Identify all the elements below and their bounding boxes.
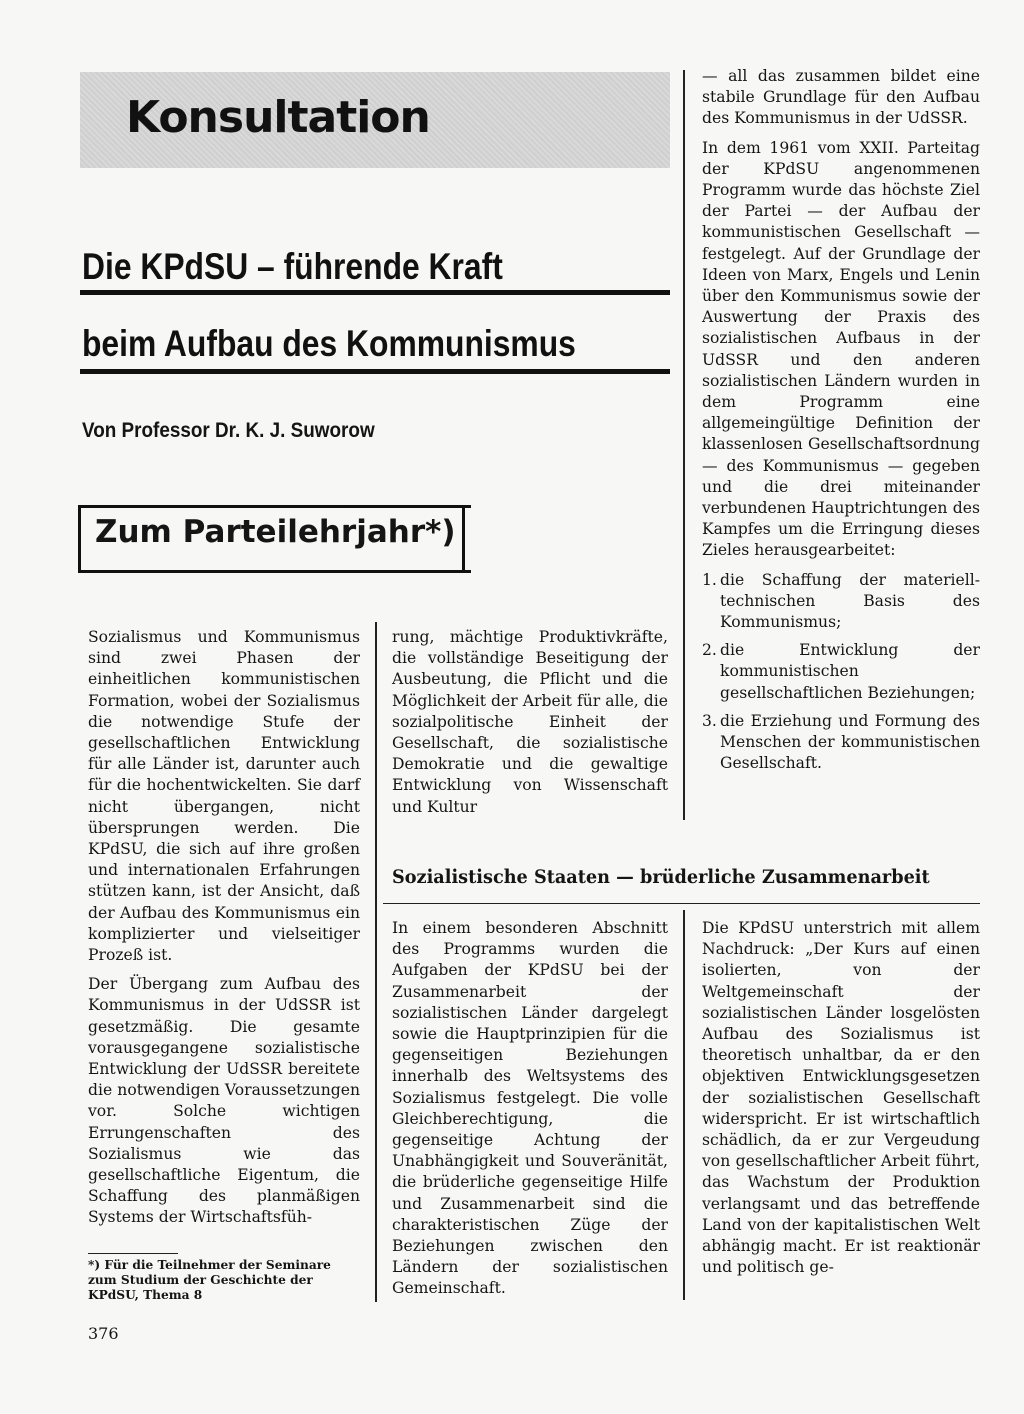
section-label: Konsultation <box>126 92 430 143</box>
list-number: 1. <box>702 570 717 589</box>
column-left <box>88 627 360 1237</box>
paragraph: Sozialismus und Kommunismus sind zwei Phasen der einheitlichen kommunistischen Formation, wobei der Sozialismus die notwendige Stufe der gesellschaftlichen Entwicklung für alle Länder ist, darunter auch für die hochentwickelten. Sie darf nicht übergangen, nicht übersprungen werden. Die KPdSU, die sich auf ihre großen und internationalen Erfahrungen stützen kann, ist der Ansicht, daß der Aufbau des Kommunismus ein komplizierter und vielseitiger Prozeß ist. <box>88 628 360 965</box>
list-item <box>702 570 980 634</box>
list-item <box>702 711 980 775</box>
paragraph: In dem 1961 vom XXII. Parteitag der KPdSU angenommenen Programm wurde das höchste Ziel der Partei — der Aufbau der kommunistischen Gesellschaft — festgelegt. Auf der Grundlage der Ideen von Marx, Engels und Lenin über den Kommunismus sowie der Auswertung der Praxis des sozialistischen Aufbaus in der UdSSR und den anderen sozialistischen Ländern wurden in dem Programm eine allgemeingültige Definition der klassenlosen Gesellschaftsordnung — des Kommunismus — gegeben und die drei miteinander verbundenen Hauptrichtungen des Kampfes um die Erringung dieses Zieles herausgearbeitet: <box>702 138 980 560</box>
list-text: die Entwicklung der kommunistischen gesellschaftlichen Beziehungen; <box>720 641 980 702</box>
article-title-line2: beim Aufbau des Kommunismus <box>82 323 576 364</box>
author-line: Von Professor Dr. K. J. Suworow <box>82 419 375 442</box>
list-text: die Erziehung und Formung des Menschen der kommunistischen Gesellschaft. <box>720 711 980 773</box>
column-middle-top <box>392 627 668 826</box>
paragraph: — all das zusammen bildet eine stabile Grundlage für den Aufbau des Kommunismus in der UdSSR. <box>702 67 980 128</box>
footnote-rule <box>88 1253 178 1254</box>
list-item <box>702 640 980 704</box>
list-text: die Schaffung der materiell-technischen Basis des Kommunismus; <box>720 570 980 632</box>
column-middle-bottom <box>392 918 668 1308</box>
series-box-label: Zum Parteilehrjahr*) <box>95 514 456 550</box>
column-divider-bottom-right <box>683 910 685 1300</box>
column-right-bottom <box>702 918 980 1286</box>
paragraph: rung, mächtige Produktivkräfte, die vollständige Beseitigung der Ausbeutung, die Pflicht und die Möglichkeit der Arbeit für alle, die sozialpolitische Einheit der Gesellschaft, die sozialistische Demokratie und die gewaltige Entwicklung von Wissenschaft und Kultur <box>392 628 668 816</box>
paragraph: In einem besonderen Abschnitt des Programms wurden die Aufgaben der KPdSU bei der Zusammenarbeit der sozialistischen Länder dargelegt sowie die Hauptprinzipien für die gegenseitigen Beziehungen innerhalb des Weltsystems des Sozialismus festgelegt. Die volle Gleichberechtigung, die gegenseitige Achtung der Unabhängigkeit und Souveränität, die brüderliche gegenseitige Hilfe und Zusammenarbeit sind die charakteristischen Züge der Beziehungen zwischen den Ländern der sozialistischen Gemeinschaft. <box>392 919 668 1298</box>
column-divider-left <box>375 622 377 1302</box>
article-title-line1: Die KPdSU – führende Kraft <box>82 246 503 287</box>
list-number: 2. <box>702 641 717 660</box>
column-divider-top-right <box>683 70 685 820</box>
subheading-rule <box>383 903 980 904</box>
footnote: *) Für die Teilnehmer der Seminare zum Studium der Geschichte der KPdSU, Thema 8 <box>88 1258 331 1302</box>
section-subheading: Sozialistische Staaten — brüderliche Zusammenarbeit <box>392 866 930 888</box>
column-right-top <box>702 66 980 782</box>
title-rule-2 <box>80 369 670 374</box>
series-box-frame-right <box>462 505 465 573</box>
paragraph: Der Übergang zum Aufbau des Kommunismus in der UdSSR ist gesetzmäßig. Die gesamte vorausgegangene sozialistische Entwicklung der UdSSR bereitete die notwendigen Voraussetzungen vor. Solche wichtigen Errungenschaften des Sozialismus wie das gesellschaftliche Eigentum, die Schaffung des planmäßigen Systems der Wirtschaftsfüh- <box>88 975 360 1227</box>
title-rule-1 <box>80 290 670 295</box>
paragraph: Die KPdSU unterstrich mit allem Nachdruck: „Der Kurs auf einen isolierten, von der Weltgemeinschaft der sozialistischen Länder losgelösten Aufbau des Sozialismus ist theoretisch unhaltbar, da er den objektiven Entwicklungsgesetzen der sozialistischen Gesellschaft widerspricht. Er ist wirtschaftlich schädlich, da er zur Vergeudung von gesellschaftlicher Arbeit führt, das Wachstum der Produktion verlangsamt und das betreffende Land von der kapitalistischen Welt abhängig macht. Er ist reaktionär und politisch ge- <box>702 919 980 1277</box>
goals-list <box>702 570 980 775</box>
page-number: 376 <box>88 1324 119 1343</box>
list-number: 3. <box>702 711 717 730</box>
